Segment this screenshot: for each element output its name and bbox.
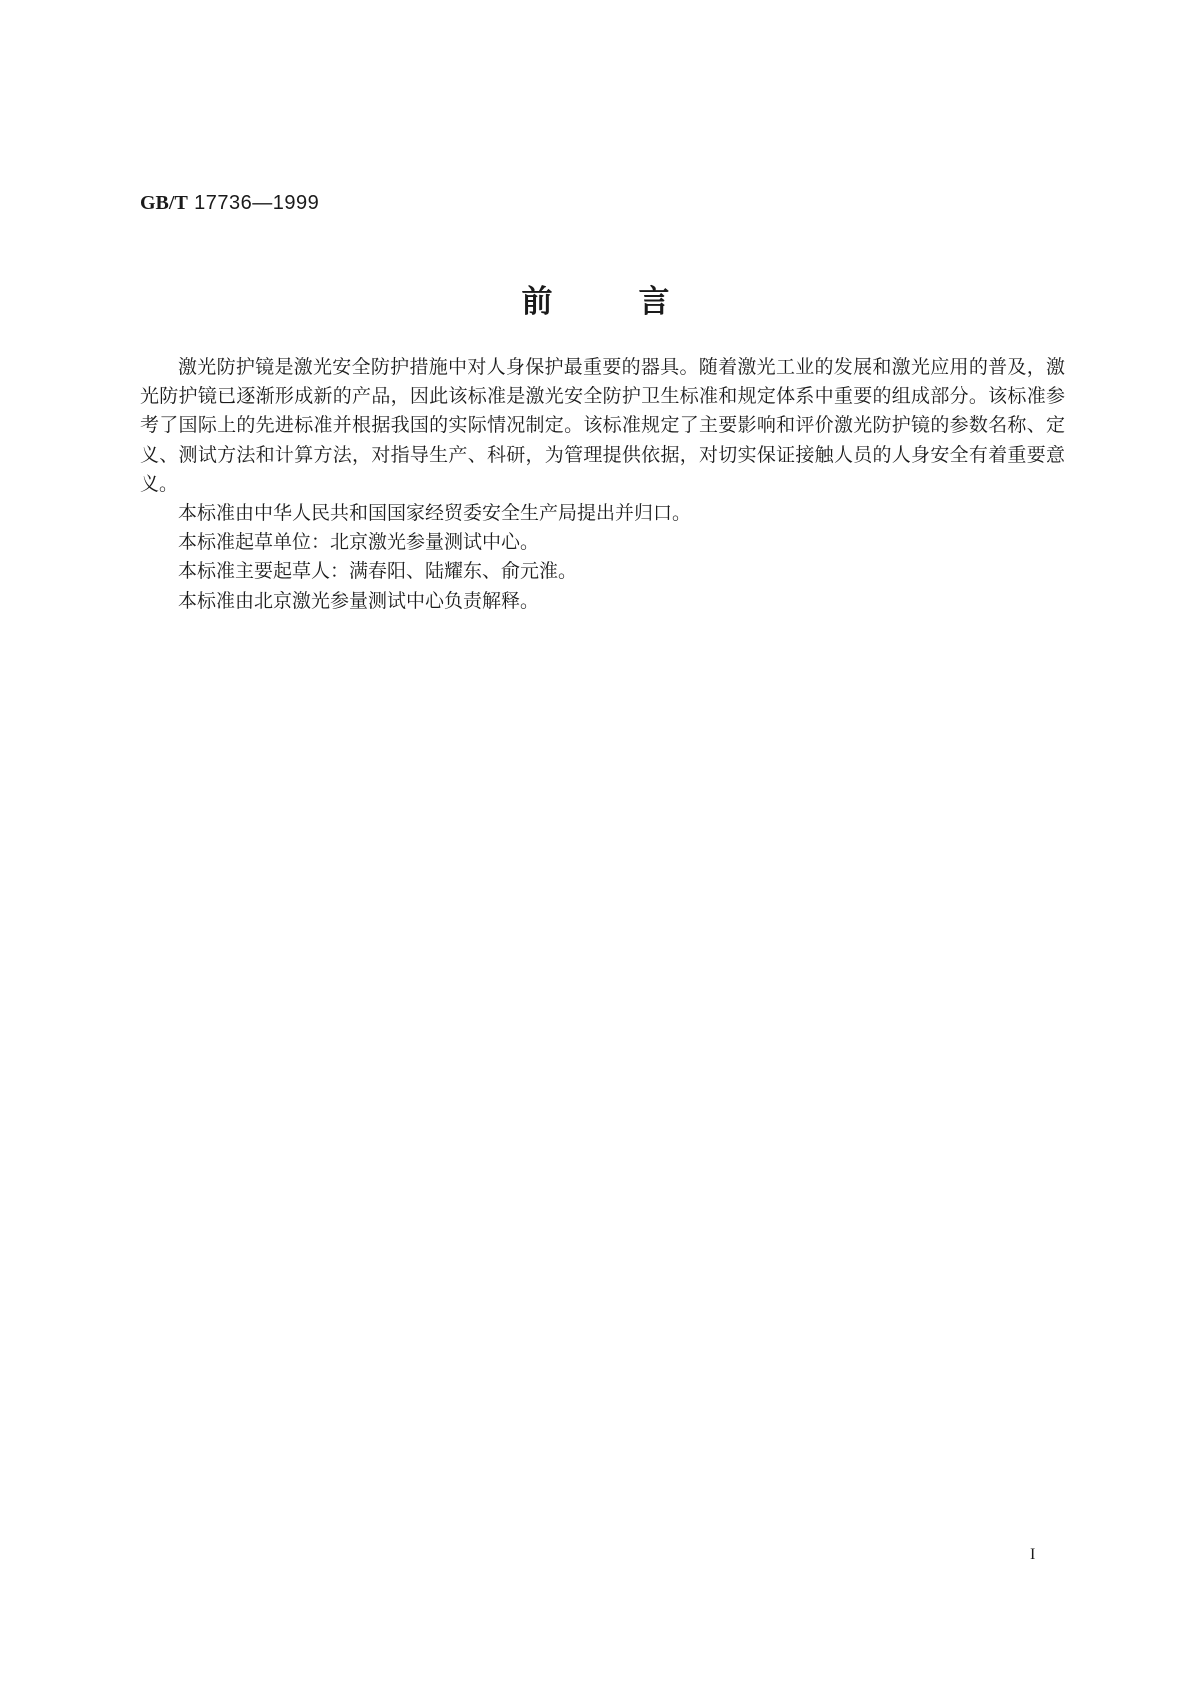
page-title: 前言 xyxy=(521,284,756,320)
foreword-body xyxy=(140,353,1065,616)
paragraph-intro: 激光防护镜是激光安全防护措施中对人身保护最重要的器具。随着激光工业的发展和激光应用的普及，激光防护镜已逐渐形成新的产品，因此该标准是激光安全防护卫生标准和规定体系中重要的组成部分。该标准参考了国际上的先进标准并根据我国的实际情况制定。该标准规定了主要影响和评价激光防护镜的参数名称、定义、测试方法和计算方法，对指导生产、科研，为管理提供依据，对切实保证接触人员的人身安全有着重要意义。 xyxy=(140,356,1065,495)
standard-code xyxy=(140,190,319,215)
paragraph-drafters: 本标准主要起草人：满春阳、陆耀东、俞元淮。 xyxy=(178,560,578,583)
paragraph-proposer: 本标准由中华人民共和国国家经贸委安全生产局提出并归口。 xyxy=(178,502,692,525)
standard-number: 17736—1999 xyxy=(194,192,320,214)
paragraph-drafting-unit: 本标准起草单位：北京激光参量测试中心。 xyxy=(178,531,540,554)
page-number: I xyxy=(1030,1546,1036,1563)
paragraph-interpretation: 本标准由北京激光参量测试中心负责解释。 xyxy=(178,589,540,612)
standard-prefix: GB/T xyxy=(140,192,188,214)
